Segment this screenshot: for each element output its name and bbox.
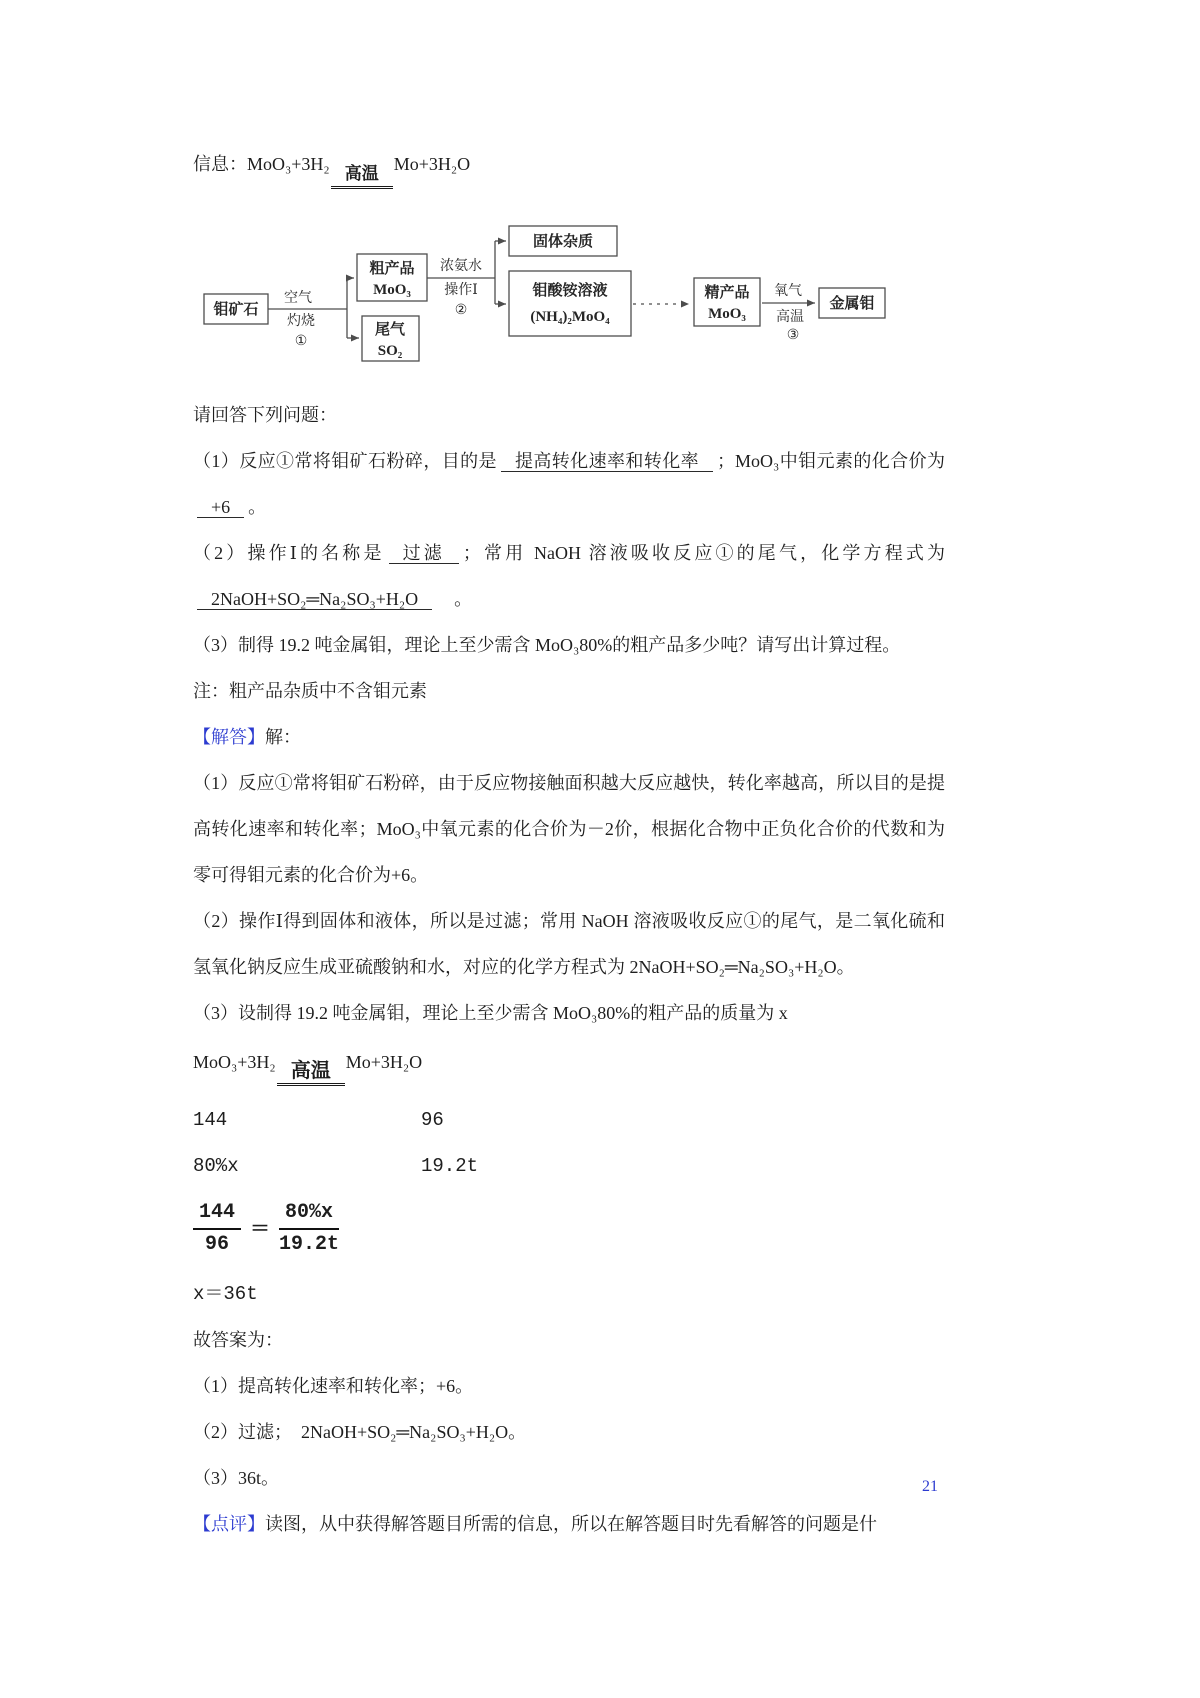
question-2 [193, 530, 945, 622]
q1-answer-blank-1: 提高转化速率和转化率 [501, 451, 713, 472]
box-solid-label: 固体杂质 [532, 234, 594, 250]
step3-number: ③ [786, 328, 800, 343]
step1-top-label: 空气 [284, 291, 312, 306]
questions-intro: 请回答下列问题： [193, 405, 337, 425]
info-eq-right: Mo+3H₂O [393, 154, 471, 174]
box-tail-line2: SO₂ [377, 343, 403, 359]
step3-top-label: 氧气 [774, 284, 802, 299]
box-solution-line2: (NH₄)₂MoO₄ [530, 309, 610, 325]
calc-condition-text: 高温 [277, 1060, 345, 1086]
fraction-left-denominator: 96 [205, 1232, 230, 1256]
step1-number: ① [294, 334, 308, 349]
box-metal-label: 金属钼 [829, 296, 875, 312]
q1-mid: ；MoO₃中钼元素的化合价为 [717, 451, 946, 471]
answer-paragraph-3: （3）设制得 19.2 吨金属钼，理论上至少需含 MoO₃80%的粗产品的质量为 x [193, 1003, 788, 1023]
step2-number: ② [454, 303, 468, 318]
comment-paragraph [193, 1501, 945, 1547]
process-flow-diagram [199, 221, 899, 371]
step1-bottom-label: 灼烧 [287, 314, 315, 329]
flow-diagram-wrapper [199, 221, 945, 376]
proportion-equation [193, 1197, 945, 1259]
box-solution-line1: 钼酸铵溶液 [532, 283, 608, 299]
info-label: 信息： [193, 154, 247, 174]
box-fine-line1: 精产品 [704, 285, 750, 301]
box-crude-line2: MoO₃ [373, 282, 411, 298]
step2-mid-label: 操作Ⅰ [444, 283, 478, 298]
calc-equation-line [193, 1036, 945, 1097]
molar-mass-left: 144 [193, 1109, 228, 1131]
molar-mass-row [193, 1097, 945, 1143]
answer-paragraph-2: （2）操作Ⅰ得到固体和液体，所以是过滤；常用 NaOH 溶液吸收反应①的尾气，是二氧化硫和氢氧化钠反应生成亚硫酸钠和水，对应的化学方程式为 2NaOH+SO₂═Na₂SO₃+H₂O。 [193, 911, 945, 977]
q2-mid: ；常用 NaOH 溶液吸收反应①的尾气，化学方程式为 [462, 543, 945, 563]
answer-paragraph-1: （1）反应①常将钼矿石粉碎，由于反应物接触面积越大反应越快，转化率越高，所以目的是提高转化速率和转化率；MoO₃中氧元素的化合价为－2价，根据化合物中正负化合价的代数和为零可得钼元素的化合价为+6。 [193, 773, 945, 885]
fraction-right-denominator: 19.2t [279, 1232, 340, 1256]
box-solution [509, 271, 631, 336]
reaction-condition [331, 147, 393, 199]
condition-text: 高温 [331, 163, 393, 189]
question-note: 注：粗产品杂质中不含钼元素 [193, 681, 427, 701]
answer-tag: 【解答】 [193, 727, 265, 747]
quantity-row [193, 1143, 945, 1189]
step3-bottom-label: 高温 [776, 310, 804, 325]
page-number: 21 [922, 1478, 938, 1495]
q2-answer-blank-1: 过滤 [389, 543, 459, 564]
answer-heading [193, 714, 945, 760]
box-tail-line1: 尾气 [374, 322, 406, 338]
question-1 [193, 438, 945, 530]
q1-end: 。 [248, 497, 267, 517]
box-ore-label: 钼矿石 [213, 302, 259, 318]
document-body [193, 138, 945, 1547]
step2-top-label: 浓氨水 [440, 259, 482, 274]
box-fine-line2: MoO₃ [708, 306, 746, 322]
molar-mass-right: 96 [421, 1109, 444, 1131]
info-eq-left: MoO₃+3H₂ [247, 154, 330, 174]
calc-eq-left: MoO₃+3H₂ [193, 1052, 276, 1072]
q2-end: 。 [436, 589, 473, 609]
fraction-right-numerator: 80%x [279, 1200, 339, 1230]
q1-answer-blank-2: +6 [197, 497, 244, 518]
q2-pre: （2）操作Ⅰ的名称是 [193, 543, 385, 563]
conclusion-1: （1）提高转化速率和转化率；+6。 [193, 1375, 474, 1396]
equals-sign: ＝ [250, 1217, 271, 1240]
q1-pre: （1）反应①常将钼矿石粉碎，目的是 [193, 451, 497, 471]
calc-result: x＝36t [193, 1282, 258, 1305]
fraction-left [193, 1200, 241, 1258]
question-3: （3）制得 19.2 吨金属钼，理论上至少需含 MoO₃80%的粗产品多少吨？请写出计算过程。 [193, 635, 901, 655]
fraction-right [279, 1200, 339, 1258]
q2-answer-blank-2: 2NaOH+SO₂═Na₂SO₃+H₂O [197, 589, 432, 610]
quantity-right: 19.2t [421, 1155, 479, 1177]
comment-tag: 【点评】 [193, 1513, 265, 1534]
quantity-left: 80%x [193, 1155, 239, 1177]
calc-eq-right: Mo+3H₂O [345, 1052, 423, 1072]
comment-text: 读图，从中获得解答题目所需的信息，所以在解答题目时先看解答的问题是什 [265, 1513, 877, 1534]
conclusion-3: （3）36t。 [193, 1467, 280, 1488]
conclusion-2: （2）过滤； 2NaOH+SO₂═Na₂SO₃+H₂O。 [193, 1421, 527, 1442]
calc-reaction-condition [277, 1045, 345, 1097]
box-crude-line1: 粗产品 [369, 261, 415, 277]
answer-lead: 解： [265, 727, 301, 747]
info-equation-line [193, 138, 945, 199]
conclusion-intro: 故答案为： [193, 1329, 283, 1350]
fraction-left-numerator: 144 [193, 1200, 241, 1230]
